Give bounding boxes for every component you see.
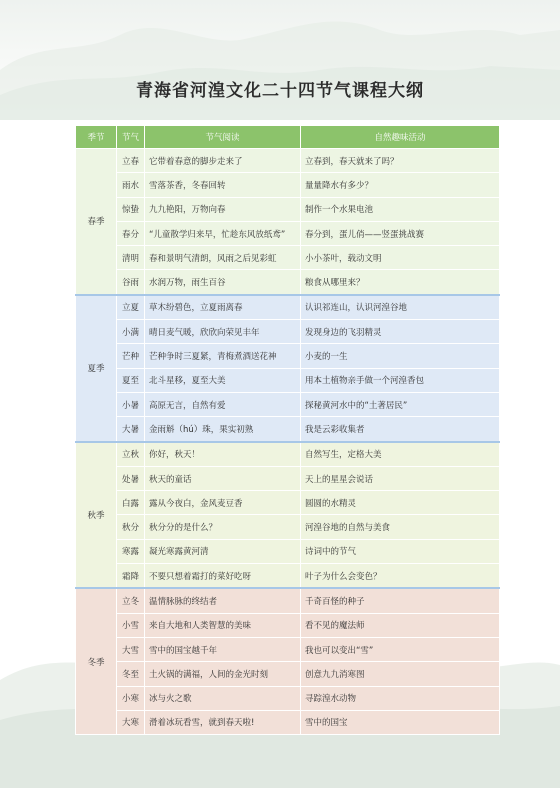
table-row — [76, 515, 500, 539]
activity-cell: 发现身边的飞羽精灵 — [301, 320, 500, 344]
table-row — [76, 442, 500, 467]
reading-cell: 秋分分的是什么？ — [145, 515, 301, 539]
solar-term-cell: 立春 — [117, 149, 145, 173]
table-row — [76, 662, 500, 686]
reading-cell: 不要只想着霜打的菜好吃呀 — [145, 564, 301, 589]
table-row — [76, 588, 500, 613]
solar-term-cell: 清明 — [117, 246, 145, 270]
activity-cell: 我是云彩收集者 — [301, 417, 500, 442]
solar-term-cell: 夏至 — [117, 368, 145, 392]
activity-cell: 我也可以变出“雪” — [301, 637, 500, 661]
table-row — [76, 173, 500, 197]
table-row — [76, 637, 500, 661]
activity-cell: 寻踪湟水动物 — [301, 686, 500, 710]
reading-cell: 晴日麦气暖，欣欣向荣见丰年 — [145, 320, 301, 344]
reading-cell: 高原无言，自然有爱 — [145, 392, 301, 416]
table-row — [76, 466, 500, 490]
solar-term-cell: 霜降 — [117, 564, 145, 589]
activity-cell: 叶子为什么会变色？ — [301, 564, 500, 589]
table-row — [76, 344, 500, 368]
activity-cell: 千奇百怪的种子 — [301, 588, 500, 613]
reading-cell: 春和景明气清朗，风雨之后见彩虹 — [145, 246, 301, 270]
reading-cell: 温情脉脉的终结者 — [145, 588, 301, 613]
activity-cell: 自然写生，定格大美 — [301, 442, 500, 467]
table-row — [76, 564, 500, 589]
season-cell: 冬季 — [76, 588, 117, 734]
solar-term-cell: 白露 — [117, 491, 145, 515]
activity-cell: 探秘黄河水中的“土著居民” — [301, 392, 500, 416]
table-row — [76, 246, 500, 270]
activity-cell: 认识祁连山，认识河湟谷地 — [301, 295, 500, 320]
activity-cell: 天上的星星会说话 — [301, 466, 500, 490]
reading-cell: 水润万物，雨生百谷 — [145, 270, 301, 295]
reading-cell: 草木纷碧色，立夏雨离春 — [145, 295, 301, 320]
table-row — [76, 417, 500, 442]
solar-term-cell: 小寒 — [117, 686, 145, 710]
page-title: 青海省河湟文化二十四节气课程大纲 — [136, 81, 424, 101]
reading-cell: 北斗星移，夏至大美 — [145, 368, 301, 392]
solar-term-cell: 立冬 — [117, 588, 145, 613]
season-cell: 夏季 — [76, 295, 117, 442]
activity-cell: 制作一个水果电池 — [301, 197, 500, 221]
table-row — [76, 149, 500, 173]
activity-cell: 圆圆的水精灵 — [301, 491, 500, 515]
table-header-row — [76, 126, 500, 149]
solar-term-cell: 寒露 — [117, 539, 145, 563]
activity-cell: 创意九九消寒图 — [301, 662, 500, 686]
solar-term-cell: 谷雨 — [117, 270, 145, 295]
activity-cell: 小麦的一生 — [301, 344, 500, 368]
solar-term-cell: 大雪 — [117, 637, 145, 661]
table-row — [76, 320, 500, 344]
reading-cell: 冰与火之歌 — [145, 686, 301, 710]
solar-term-cell: 立夏 — [117, 295, 145, 320]
table-row — [76, 710, 500, 734]
table-row — [76, 270, 500, 295]
table-row — [76, 491, 500, 515]
table-row — [76, 613, 500, 637]
reading-cell: 露从今夜白，金风麦豆香 — [145, 491, 301, 515]
solar-term-cell: 春分 — [117, 221, 145, 245]
solar-term-cell: 小雪 — [117, 613, 145, 637]
solar-term-cell: 冬至 — [117, 662, 145, 686]
solar-term-cell: 处暑 — [117, 466, 145, 490]
season-cell: 秋季 — [76, 442, 117, 589]
activity-cell: 用本土植物亲手做一个河湟香包 — [301, 368, 500, 392]
solar-term-cell: 小满 — [117, 320, 145, 344]
activity-cell: 雪中的国宝 — [301, 710, 500, 734]
reading-cell: 它带着春意的脚步走来了 — [145, 149, 301, 173]
activity-cell: 看不见的魔法师 — [301, 613, 500, 637]
mountain-watermark-top — [0, 0, 560, 120]
activity-cell: 量量降水有多少？ — [301, 173, 500, 197]
reading-cell: 你好，秋天！ — [145, 442, 301, 467]
reading-cell: 滑着冰玩看雪，就到春天啦! — [145, 710, 301, 734]
reading-cell: 凝光寒露黄河清 — [145, 539, 301, 563]
reading-cell: 土火锅的满福，人间的金光时刻 — [145, 662, 301, 686]
reading-cell: 秋天的童话 — [145, 466, 301, 490]
reading-cell: 芒种争时三夏紧，青梅煮酒送花神 — [145, 344, 301, 368]
table-row — [76, 539, 500, 563]
solar-term-cell: 立秋 — [117, 442, 145, 467]
table-row — [76, 368, 500, 392]
reading-cell: “儿童散学归来早，忙趁东风放纸鸢” — [145, 221, 301, 245]
header-solar-term: 节气 — [117, 126, 145, 149]
table-row — [76, 221, 500, 245]
reading-cell: 来自大地和人类智慧的美味 — [145, 613, 301, 637]
header-season: 季节 — [76, 126, 117, 149]
activity-cell: 立春到，春天就来了吗？ — [301, 149, 500, 173]
table-row — [76, 197, 500, 221]
reading-cell: 雪中的国宝越千年 — [145, 637, 301, 661]
course-outline-table — [75, 125, 500, 735]
table-row — [76, 392, 500, 416]
solar-term-cell: 小暑 — [117, 392, 145, 416]
solar-term-cell: 秋分 — [117, 515, 145, 539]
solar-term-cell: 惊蛰 — [117, 197, 145, 221]
solar-term-cell: 大暑 — [117, 417, 145, 442]
activity-cell: 诗词中的节气 — [301, 539, 500, 563]
header-reading: 节气阅读 — [145, 126, 301, 149]
activity-cell: 粮食从哪里来？ — [301, 270, 500, 295]
solar-term-cell: 雨水 — [117, 173, 145, 197]
reading-cell: 雪落茶香，冬春回转 — [145, 173, 301, 197]
solar-term-cell: 大寒 — [117, 710, 145, 734]
table-row — [76, 295, 500, 320]
activity-cell: 河湟谷地的自然与美食 — [301, 515, 500, 539]
solar-term-cell: 芒种 — [117, 344, 145, 368]
activity-cell: 小小茶叶，载动文明 — [301, 246, 500, 270]
reading-cell: 金雨斛（hú）珠，果实初熟 — [145, 417, 301, 442]
season-cell: 春季 — [76, 149, 117, 295]
activity-cell: 春分到，蛋儿俏——竖蛋挑战赛 — [301, 221, 500, 245]
reading-cell: 九九艳阳，万物向春 — [145, 197, 301, 221]
header-activity: 自然趣味活动 — [301, 126, 500, 149]
table-row — [76, 686, 500, 710]
